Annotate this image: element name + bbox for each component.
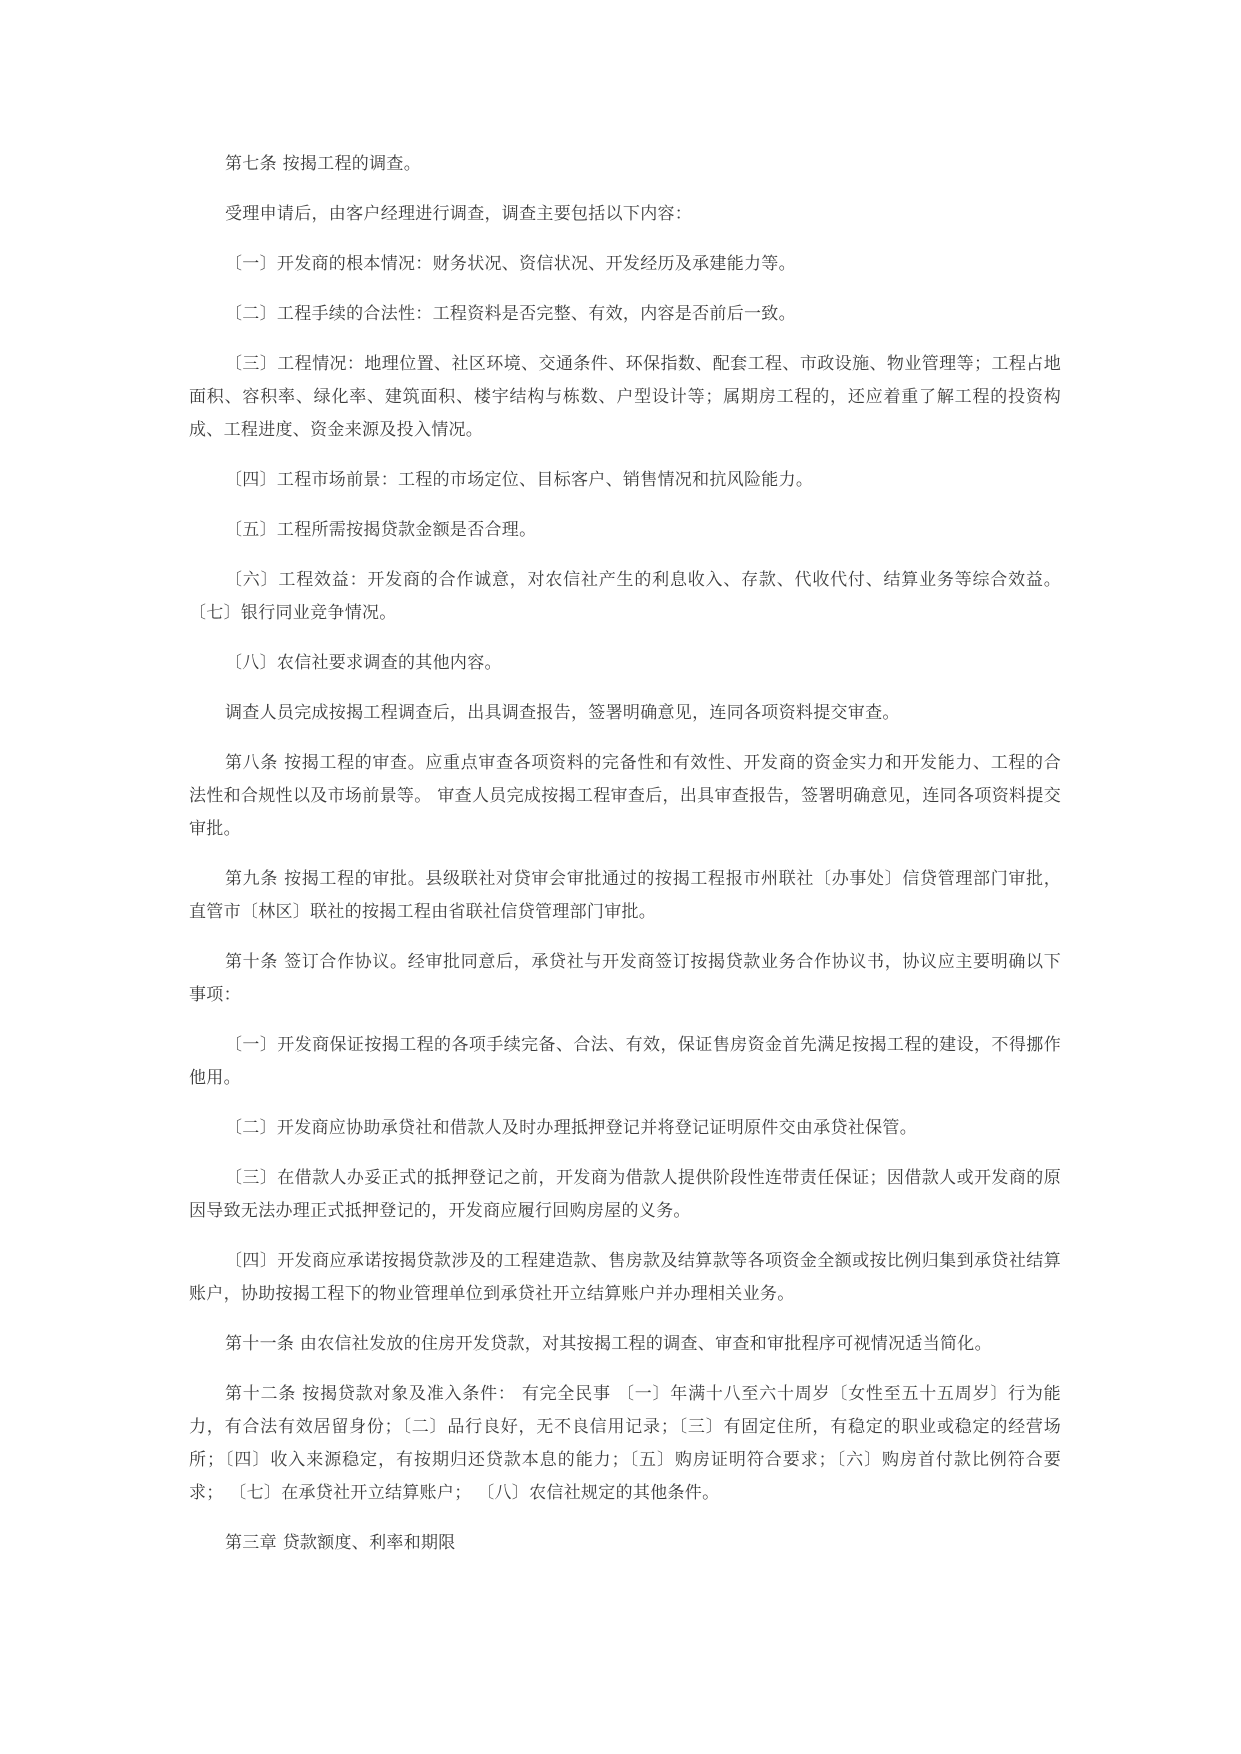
paragraph-article-12: 第十二条 按揭贷款对象及准入条件： 有完全民事 〔一〕年满十八至六十周岁〔女性至五十五周岁〕行为能力，有合法有效居留身份；〔二〕品行良好，无不良信用记录；〔三〕有固定住所，有稳定的职业或稳定的经营场所；〔四〕收入来源稳定，有按期归还贷款本息的能力；〔五〕购房证明符合要求；〔六〕购房首付款比例符合要求； 〔七〕在承贷社开立结算账户； 〔八〕农信社规定的其他条件。	[189, 1384, 1061, 1503]
paragraph-item-4: 〔四〕工程市场前景：工程的市场定位、目标客户、销售情况和抗风险能力。	[225, 470, 814, 490]
paragraph-item-1: 〔一〕开发商的根本情况：财务状况、资信状况、开发经历及承建能力等。	[225, 254, 796, 274]
paragraph-article-9: 第九条 按揭工程的审批。县级联社对贷审会审批通过的按揭工程报市州联社〔办事处〕信贷管理部门审批，直管市〔林区〕联社的按揭工程由省联社信贷管理部门审批。	[189, 869, 1061, 922]
paragraph-investigation-report: 调查人员完成按揭工程调查后，出具调查报告，签署明确意见，连同各项资料提交审查。	[225, 703, 900, 723]
paragraph-agreement-item-1: 〔一〕开发商保证按揭工程的各项手续完备、合法、有效，保证售房资金首先满足按揭工程的建设，不得挪作他用。	[189, 1035, 1061, 1088]
paragraph-agreement-item-4: 〔四〕开发商应承诺按揭贷款涉及的工程建造款、售房款及结算款等各项资金全额或按比例归集到承贷社结算账户，协助按揭工程下的物业管理单位到承贷社开立结算账户并办理相关业务。	[189, 1251, 1061, 1304]
paragraph-agreement-item-2: 〔二〕开发商应协助承贷社和借款人及时办理抵押登记并将登记证明原件交由承贷社保管。	[225, 1118, 917, 1138]
paragraph-article-8: 第八条 按揭工程的审查。应重点审查各项资料的完备性和有效性、开发商的资金实力和开发能力、工程的合法性和合规性以及市场前景等。 审查人员完成按揭工程审查后，出具审查报告，签署明确意见，连同各项资料提交审批。	[189, 753, 1061, 839]
chapter-3-heading: 第三章 贷款额度、利率和期限	[225, 1533, 456, 1553]
paragraph-item-5: 〔五〕工程所需按揭贷款金额是否合理。	[225, 520, 537, 540]
paragraph-article-10: 第十条 签订合作协议。经审批同意后，承贷社与开发商签订按揭贷款业务合作协议书，协议应主要明确以下事项：	[189, 952, 1061, 1005]
paragraph-article-7: 第七条 按揭工程的调查。	[225, 154, 422, 174]
paragraph-article-11: 第十一条 由农信社发放的住房开发贷款，对其按揭工程的调查、审查和审批程序可视情况适当简化。	[225, 1334, 992, 1354]
paragraph-agreement-item-3: 〔三〕在借款人办妥正式的抵押登记之前，开发商为借款人提供阶段性连带责任保证；因借款人或开发商的原因导致无法办理正式抵押登记的，开发商应履行回购房屋的义务。	[189, 1168, 1061, 1221]
paragraph-investigation-intro: 受理申请后，由客户经理进行调查，调查主要包括以下内容：	[225, 204, 693, 224]
paragraph-item-8: 〔八〕农信社要求调查的其他内容。	[225, 653, 502, 673]
paragraph-item-3: 〔三〕工程情况：地理位置、社区环境、交通条件、环保指数、配套工程、市政设施、物业管理等；工程占地面积、容积率、绿化率、建筑面积、楼宇结构与栋数、户型设计等；属期房工程的，还应着重了解工程的投资构成、工程进度、资金来源及投入情况。	[189, 354, 1061, 440]
paragraph-item-2: 〔二〕工程手续的合法性：工程资料是否完整、有效，内容是否前后一致。	[225, 304, 796, 324]
paragraph-item-6-7: 〔六〕工程效益：开发商的合作诚意，对农信社产生的利息收入、存款、代收代付、结算业务等综合效益。 〔七〕银行同业竞争情况。	[189, 570, 1061, 623]
document-body	[189, 148, 1061, 1577]
